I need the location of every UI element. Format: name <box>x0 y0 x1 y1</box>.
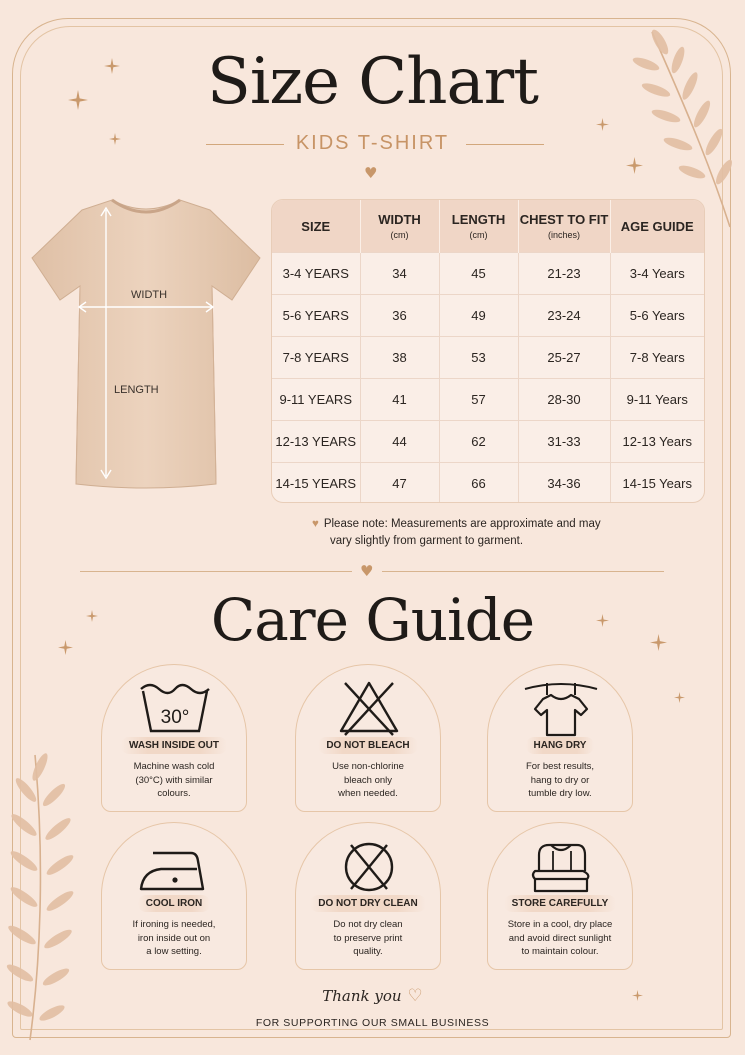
care-card-wash <box>101 664 247 812</box>
subtitle-row <box>0 132 745 158</box>
desc-line: If ironing is needed, <box>132 919 216 930</box>
table-cell: 28-30 <box>518 379 610 421</box>
table-cell: 5-6 Years <box>610 295 704 337</box>
table-body <box>272 253 704 504</box>
table-row <box>272 337 704 379</box>
care-card-bleach <box>295 664 441 812</box>
sparkle-icon <box>596 118 609 131</box>
wash-30-icon <box>135 677 215 739</box>
column-header-label: WIDTH <box>378 212 421 227</box>
desc-line: tumble dry low. <box>528 788 592 799</box>
column-header <box>610 200 704 253</box>
card-desc <box>304 918 432 959</box>
support-text: FOR SUPPORTING OUR SMALL BUSINESS <box>255 1017 490 1029</box>
desc-line: Use non-chlorine <box>332 761 404 772</box>
table-cell: 41 <box>360 379 439 421</box>
card-desc <box>496 760 624 801</box>
table-cell: 7-8 YEARS <box>272 337 360 379</box>
table-cell: 23-24 <box>518 295 610 337</box>
table-cell: 53 <box>439 337 518 379</box>
table-header-row <box>272 200 704 253</box>
desc-line: bleach only <box>343 774 393 786</box>
card-label: DO NOT BLEACH <box>318 737 417 754</box>
table-row <box>272 379 704 421</box>
table-row <box>272 295 704 337</box>
size-table <box>271 199 705 503</box>
table-row <box>272 253 704 295</box>
table-cell: 47 <box>360 463 439 504</box>
table-row <box>272 463 704 504</box>
page-title: Size Chart <box>207 45 538 119</box>
care-card-hang-dry <box>487 664 633 812</box>
column-header <box>360 200 439 253</box>
sparkle-icon <box>674 692 685 703</box>
table-cell: 38 <box>360 337 439 379</box>
desc-line: Store in a cool, dry place <box>507 919 613 930</box>
iron-icon <box>135 835 215 897</box>
subtitle-line-right <box>466 144 544 145</box>
table-cell: 14-15 Years <box>610 463 704 504</box>
card-label: COOL IRON <box>138 895 210 912</box>
thank-you-label: Thank you <box>322 987 402 1005</box>
table-cell: 44 <box>360 421 439 463</box>
tshirt-icon <box>30 198 262 490</box>
table-cell: 21-23 <box>518 253 610 295</box>
desc-line: when needed. <box>338 788 398 799</box>
table-cell: 9-11 YEARS <box>272 379 360 421</box>
table-cell: 3-4 Years <box>610 253 704 295</box>
table-cell: 66 <box>439 463 518 504</box>
length-label: LENGTH <box>114 384 159 396</box>
folded-clothes-icon <box>521 835 601 897</box>
hang-dry-icon <box>521 677 601 739</box>
desc-line: to preserve print <box>333 932 403 944</box>
tshirt-illustration <box>30 198 262 490</box>
desc-line: iron inside out on <box>137 932 211 944</box>
desc-line: quality. <box>353 946 383 957</box>
column-header-label: SIZE <box>301 218 331 234</box>
table-cell: 36 <box>360 295 439 337</box>
measurement-note <box>312 516 632 550</box>
column-header-label: LENGTH <box>451 212 506 227</box>
heart-icon: ♥ <box>312 518 319 530</box>
card-label: HANG DRY <box>526 737 595 754</box>
column-header-unit: (cm) <box>390 230 409 240</box>
table-cell: 34-36 <box>518 463 610 504</box>
desc-line: to maintain colour. <box>521 946 599 957</box>
column-header-unit: (inches) <box>547 230 580 240</box>
table-cell: 7-8 Years <box>610 337 704 379</box>
desc-line: (30°C) with similar <box>135 774 213 786</box>
column-header-unit: (cm) <box>469 230 488 240</box>
card-label: DO NOT DRY CLEAN <box>310 895 425 912</box>
column-header-label: CHEST TO FIT <box>519 212 609 227</box>
card-label: STORE CAREFULLY <box>504 895 617 912</box>
heart-icon: ♥ <box>364 164 378 182</box>
table-cell: 57 <box>439 379 518 421</box>
desc-line: and avoid direct sunlight <box>508 932 612 944</box>
card-desc <box>110 760 238 801</box>
card-desc <box>110 918 238 959</box>
note-line-1: Please note: Measurements are approximate and may <box>323 518 601 530</box>
column-header <box>439 200 518 253</box>
table-cell: 49 <box>439 295 518 337</box>
desc-line: a low setting. <box>146 946 202 957</box>
table-cell: 3-4 YEARS <box>272 253 360 295</box>
heart-outline-icon: ♡ <box>407 986 423 1006</box>
column-header-label: AGE GUIDE <box>620 218 694 234</box>
table-cell: 9-11 Years <box>610 379 704 421</box>
divider-right <box>382 571 664 572</box>
width-label: WIDTH <box>131 289 168 301</box>
wash-temp-text: 30° <box>160 707 190 728</box>
card-desc <box>496 918 624 959</box>
care-card-dry-clean <box>295 822 441 970</box>
desc-line: For best results, <box>525 761 595 772</box>
heart-icon: ♥ <box>360 562 374 580</box>
table-cell: 12-13 YEARS <box>272 421 360 463</box>
column-header <box>272 200 360 253</box>
card-desc <box>304 760 432 801</box>
table-cell: 25-27 <box>518 337 610 379</box>
desc-line: Machine wash cold <box>133 761 215 772</box>
card-label: WASH INSIDE OUT <box>121 737 227 754</box>
table-cell: 5-6 YEARS <box>272 295 360 337</box>
divider-left <box>80 571 352 572</box>
table-cell: 45 <box>439 253 518 295</box>
column-header <box>518 200 610 253</box>
subtitle: KIDS T-SHIRT <box>295 132 450 154</box>
no-dry-clean-icon <box>329 835 409 897</box>
table-cell: 12-13 Years <box>610 421 704 463</box>
care-card-store <box>487 822 633 970</box>
no-bleach-icon <box>329 677 409 739</box>
care-card-iron <box>101 822 247 970</box>
desc-line: colours. <box>157 788 191 799</box>
table-cell: 34 <box>360 253 439 295</box>
table-row <box>272 421 704 463</box>
sparkle-icon <box>626 157 643 174</box>
desc-line: hang to dry or <box>530 774 590 786</box>
note-line-2: vary slightly from garment to garment. <box>330 535 524 547</box>
care-guide-title: Care Guide <box>210 586 535 654</box>
thank-you-text <box>0 986 745 1006</box>
table-cell: 31-33 <box>518 421 610 463</box>
table-cell: 62 <box>439 421 518 463</box>
desc-line: Do not dry clean <box>333 919 403 930</box>
table-cell: 14-15 YEARS <box>272 463 360 504</box>
